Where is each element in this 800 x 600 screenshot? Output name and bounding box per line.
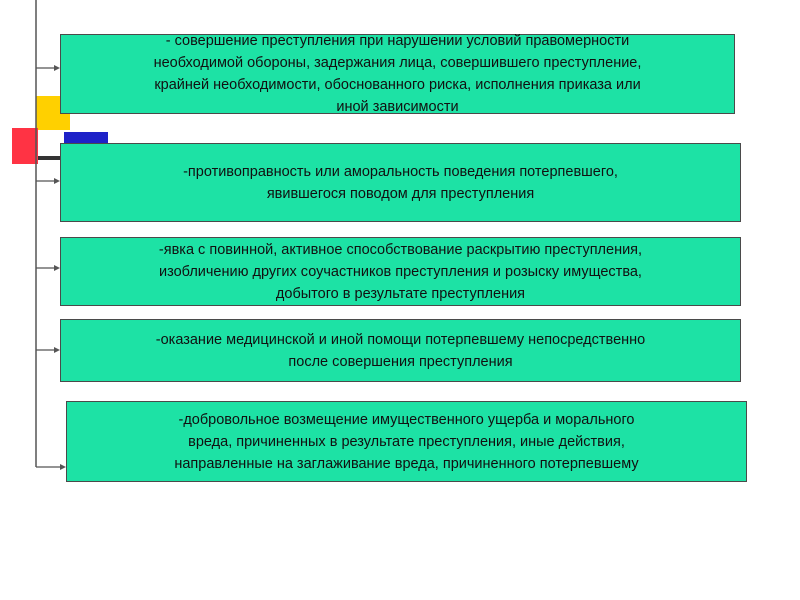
item-box-victim-behavior [60,143,741,222]
item-text: -оказание медицинской и иной помощи потерпевшему непосредственно после совершения преступления [155,331,646,370]
item-text: -добровольное возмещение имущественного ущерба и морального вреда, причиненных в результате преступления, иные действия, направленные на заглаживание вреда, причиненного потерпевшему [174,411,639,472]
item-text: - совершение преступления при нарушении условий правомерности необходимой обороны, задержания лица, совершившего преступление, крайней необходимости, обоснованного риска, исполнения приказа или иной зависимости [153,33,642,115]
branch-arrow [36,464,66,470]
item-text: -противоправность или аморальность поведения потерпевшего, явившегося поводом для преступления [183,163,618,202]
item-box-provocation-conditions [60,34,735,114]
item-box-damage-compensation [66,401,747,482]
branch-arrow [36,265,60,271]
branch-arrow [36,178,60,184]
branch-arrow [36,65,60,71]
item-box-confession [60,237,741,306]
item-box-medical-help [60,319,741,382]
item-text: -явка с повинной, активное способствование раскрытию преступления, изобличению других соучастников преступления и розыску имущества, добытого в результате преступления [158,241,643,302]
branch-arrow [36,347,60,353]
